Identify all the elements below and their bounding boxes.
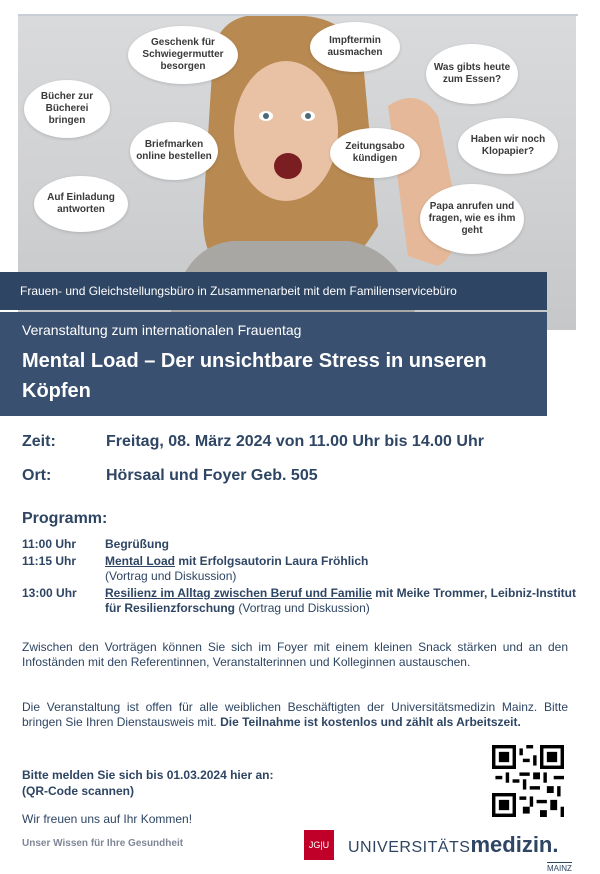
time-row bbox=[22, 433, 484, 451]
time-value: Freitag, 08. März 2024 von 11.00 Uhr bis 14.00 Uhr bbox=[106, 433, 484, 450]
location-label: Ort: bbox=[22, 467, 52, 484]
thought-bubble: Auf Einladung antworten bbox=[34, 176, 128, 232]
qr-code[interactable] bbox=[492, 745, 564, 817]
thought-bubble: Impftermin ausmachen bbox=[310, 22, 400, 72]
program-note: (Vortrag und Diskussion) bbox=[235, 601, 370, 615]
location-row bbox=[22, 467, 318, 485]
program-speaker: mit Meike Trommer, Leibniz-Institut für Resilienzforschung bbox=[105, 586, 576, 615]
info-paragraph: Zwischen den Vorträgen können Sie sich im Foyer mit einem kleinen Snack stärken und an den Infoständen mit den Referentinnen, Veranstalterinnen und Kolleginnen austauschen. bbox=[22, 640, 568, 669]
program-list bbox=[22, 537, 582, 618]
event-title: Mental Load – Der unsichtbare Stress in unseren Köpfen bbox=[22, 350, 487, 402]
registration-hint: (QR-Code scannen) bbox=[22, 784, 135, 798]
title-band bbox=[0, 312, 547, 416]
thought-bubble: Zeitungsabo kündigen bbox=[330, 128, 420, 178]
program-note: (Vortrag und Diskussion) bbox=[105, 569, 237, 583]
thought-bubble: Bücher zur Bücherei bringen bbox=[24, 80, 110, 138]
program-time: 11:00 Uhr bbox=[22, 537, 77, 551]
footer-tagline: Unser Wissen für Ihre Gesundheit bbox=[22, 838, 184, 849]
time-label: Zeit: bbox=[22, 433, 56, 450]
program-item bbox=[22, 554, 582, 584]
event-subtitle: Veranstaltung zum internationalen Frauentag bbox=[22, 322, 302, 338]
jgu-logo: JG|U bbox=[304, 830, 334, 860]
program-item bbox=[22, 537, 582, 552]
thought-bubble: Geschenk für Schwiegermutter besorgen bbox=[128, 26, 238, 84]
registration-line: Bitte melden Sie sich bis 01.03.2024 hier an: bbox=[22, 768, 274, 782]
logo-text-medizin: medizin. bbox=[470, 832, 559, 857]
location-value: Hörsaal und Foyer Geb. 505 bbox=[106, 467, 318, 484]
logo-text-mainz: MAINZ bbox=[547, 864, 572, 873]
thought-bubble: Haben wir noch Klopapier? bbox=[458, 118, 558, 174]
organizer-text: Frauen- und Gleichstellungsbüro in Zusammenarbeit mit dem Familienservicebüro bbox=[20, 284, 457, 298]
unimedizin-logo bbox=[348, 832, 558, 858]
program-title: Begrüßung bbox=[105, 537, 169, 551]
program-speaker: mit Erfolgsautorin Laura Fröhlich bbox=[175, 554, 369, 568]
eligibility-text: Die Veranstaltung ist offen für alle weiblichen Beschäftigten der Universitätsmedizin Mainz. Bitte bringen Sie Ihren Dienstausweis mit. bbox=[22, 700, 568, 729]
cost-note: Die Teilnahme ist kostenlos und zählt als Arbeitszeit. bbox=[220, 715, 521, 729]
program-item bbox=[22, 586, 582, 616]
thought-bubble: Was gibts heute zum Essen? bbox=[426, 44, 518, 104]
thought-bubble: Briefmarken online bestellen bbox=[130, 122, 218, 180]
thought-bubble: Papa anrufen und fragen, wie es ihm geht bbox=[420, 184, 524, 254]
organizer-band bbox=[0, 272, 547, 310]
program-link[interactable]: Mental Load bbox=[105, 554, 176, 568]
program-time: 13:00 Uhr bbox=[22, 586, 77, 600]
closing-text: Wir freuen uns auf Ihr Kommen! bbox=[22, 812, 193, 826]
logo-text-universitaets: UNIVERSITÄTS bbox=[348, 839, 471, 856]
info-paragraph bbox=[22, 700, 568, 730]
program-link[interactable]: Resilienz im Alltag zwischen Beruf und Familie bbox=[105, 586, 372, 600]
program-time: 11:15 Uhr bbox=[22, 554, 77, 568]
program-heading: Programm: bbox=[22, 510, 108, 527]
